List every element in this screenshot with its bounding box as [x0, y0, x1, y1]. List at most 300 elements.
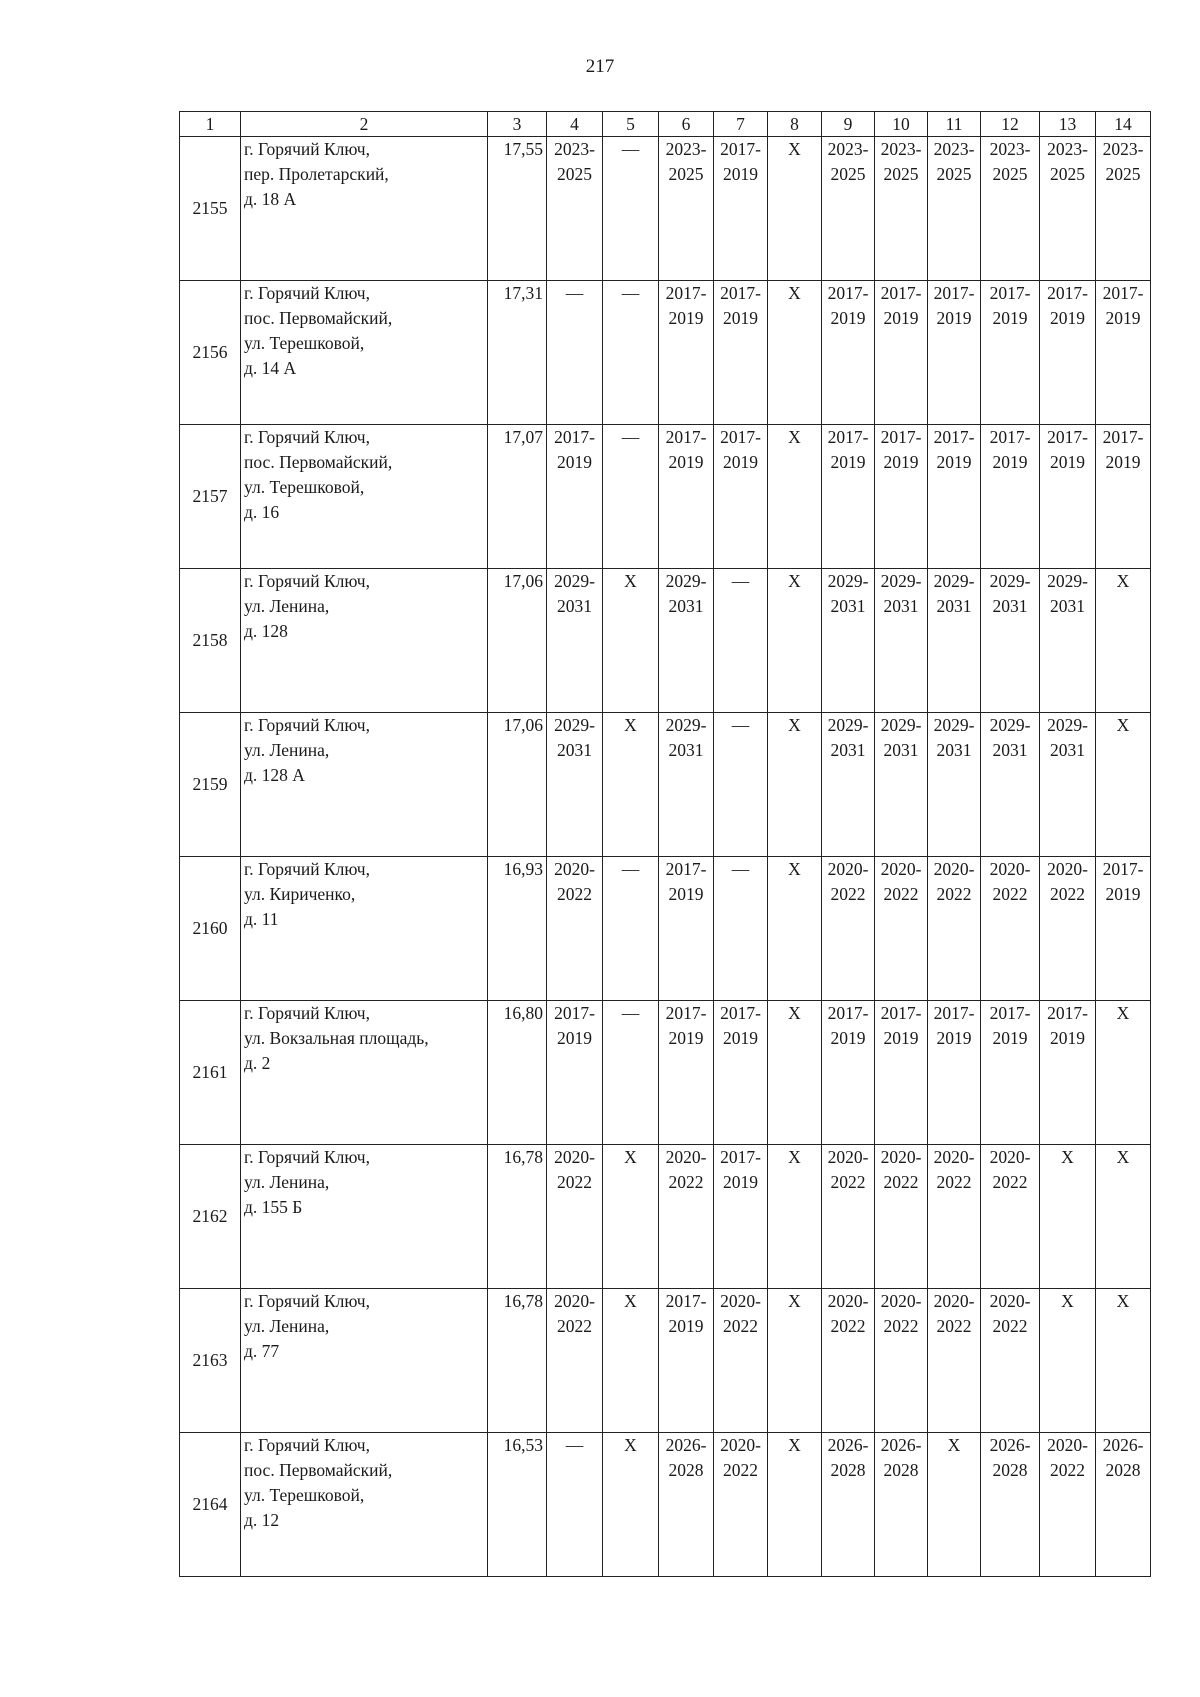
period-cell-col-4	[547, 1289, 603, 1433]
period-line: Х	[1116, 1147, 1130, 1167]
period-line: 2019	[992, 1028, 1028, 1048]
period-line: 2017-	[720, 283, 761, 303]
period-cell-col-8	[768, 1145, 822, 1289]
address-line: ул. Вокзальная площадь,	[244, 1028, 429, 1048]
period-line: 2022	[992, 1316, 1028, 1336]
row-number: 2156	[180, 281, 241, 425]
column-header-13: 13	[1040, 112, 1096, 137]
period-line: 2017-	[665, 1291, 707, 1311]
period-line: —	[731, 715, 750, 735]
period-line: 2025	[557, 164, 592, 184]
period-cell-col-8	[768, 569, 822, 713]
address-cell	[241, 1433, 488, 1577]
area-cell: 16,78	[488, 1289, 547, 1433]
column-header-11: 11	[928, 112, 981, 137]
period-cell-col-8	[768, 425, 822, 569]
period-line: Х	[1116, 1291, 1130, 1311]
period-line: Х	[1116, 715, 1130, 735]
table-row	[180, 713, 1151, 857]
period-line: —	[621, 1003, 640, 1023]
column-header-10: 10	[875, 112, 928, 137]
address-line: г. Горячий Ключ,	[244, 1147, 370, 1167]
period-line: 2020-	[827, 1147, 869, 1167]
period-line: 2022	[1050, 1460, 1085, 1480]
row-number: 2164	[180, 1433, 241, 1577]
period-line: 2031	[992, 740, 1028, 760]
period-line: 2019	[883, 308, 919, 328]
area-cell: 17,31	[488, 281, 547, 425]
address-cell	[241, 1145, 488, 1289]
period-line: 2029-	[665, 571, 707, 591]
period-cell-col-14	[1096, 1001, 1151, 1145]
address-line: д. 18 А	[244, 189, 297, 209]
period-line: —	[621, 283, 640, 303]
column-header-14: 14	[1096, 112, 1151, 137]
period-cell-col-8	[768, 713, 822, 857]
period-cell-col-13	[1040, 1433, 1096, 1577]
address-line: пос. Первомайский,	[244, 1460, 393, 1480]
period-cell-col-12	[981, 1433, 1040, 1577]
period-line: 2028	[992, 1460, 1028, 1480]
period-line: 2022	[936, 884, 972, 904]
period-line: 2022	[936, 1316, 972, 1336]
period-line: Х	[788, 859, 801, 879]
address-line: ул. Терешковой,	[244, 1485, 365, 1505]
period-cell-col-6	[659, 713, 714, 857]
period-cell-col-7	[714, 1001, 768, 1145]
period-line: 2022	[557, 1316, 592, 1336]
period-line: 2020-	[1047, 1435, 1088, 1455]
table-row	[180, 1289, 1151, 1433]
period-line: 2017-	[665, 283, 707, 303]
period-cell-col-4	[547, 857, 603, 1001]
period-cell-col-14	[1096, 857, 1151, 1001]
area-cell: 16,78	[488, 1145, 547, 1289]
period-cell-col-6	[659, 425, 714, 569]
period-cell-col-7	[714, 857, 768, 1001]
page-number: 217	[585, 56, 615, 77]
period-cell-col-11	[928, 137, 981, 281]
period-line: 2017-	[554, 427, 595, 447]
address-cell	[241, 1001, 488, 1145]
period-cell-col-10	[875, 713, 928, 857]
period-line: 2029-	[880, 571, 922, 591]
period-line: 2019	[557, 452, 592, 472]
period-cell-col-13	[1040, 281, 1096, 425]
period-cell-col-7	[714, 1289, 768, 1433]
period-line: 2023-	[1047, 139, 1088, 159]
address-cell	[241, 857, 488, 1001]
period-cell-col-8	[768, 281, 822, 425]
period-cell-col-13	[1040, 1145, 1096, 1289]
period-line: 2029-	[989, 571, 1031, 591]
address-line: ул. Ленина,	[244, 1172, 330, 1192]
period-cell-col-4	[547, 137, 603, 281]
area-cell: 16,93	[488, 857, 547, 1001]
period-line: 2019	[1050, 1028, 1085, 1048]
period-cell-col-9	[822, 1145, 875, 1289]
period-cell-col-4	[547, 713, 603, 857]
period-cell-col-9	[822, 1289, 875, 1433]
period-line: 2019	[668, 308, 704, 328]
period-line: —	[621, 427, 640, 447]
address-line: г. Горячий Ключ,	[244, 1291, 370, 1311]
period-cell-col-11	[928, 281, 981, 425]
period-line: 2017-	[1102, 427, 1144, 447]
period-line: 2020-	[720, 1291, 761, 1311]
address-line: г. Горячий Ключ,	[244, 571, 370, 591]
period-line: Х	[788, 1147, 801, 1167]
period-line: 2020-	[554, 859, 595, 879]
period-cell-col-10	[875, 137, 928, 281]
period-cell-col-4	[547, 1001, 603, 1145]
period-line: 2023-	[933, 139, 975, 159]
period-line: 2028	[668, 1460, 704, 1480]
period-line: 2017-	[880, 283, 922, 303]
row-number: 2157	[180, 425, 241, 569]
period-cell-col-13	[1040, 137, 1096, 281]
period-cell-col-14	[1096, 137, 1151, 281]
period-cell-col-10	[875, 569, 928, 713]
period-line: 2017-	[989, 283, 1031, 303]
period-line: Х	[1116, 571, 1130, 591]
address-line: г. Горячий Ключ,	[244, 283, 370, 303]
period-line: 2026-	[880, 1435, 922, 1455]
period-line: 2017-	[720, 427, 761, 447]
period-line: 2019	[723, 452, 758, 472]
period-line: 2019	[883, 452, 919, 472]
period-line: 2020-	[989, 1291, 1031, 1311]
period-cell-col-7	[714, 1145, 768, 1289]
column-header-7: 7	[714, 112, 768, 137]
period-line: 2019	[936, 1028, 972, 1048]
period-cell-col-4	[547, 569, 603, 713]
period-cell-col-8	[768, 1289, 822, 1433]
period-line: 2029-	[554, 715, 595, 735]
period-cell-col-14	[1096, 281, 1151, 425]
period-cell-col-12	[981, 281, 1040, 425]
period-cell-col-6	[659, 1433, 714, 1577]
period-line: 2029-	[1047, 715, 1088, 735]
period-cell-col-10	[875, 1433, 928, 1577]
period-cell-col-7	[714, 713, 768, 857]
period-line: Х	[624, 715, 637, 735]
period-cell-col-12	[981, 857, 1040, 1001]
period-line: 2020-	[827, 1291, 869, 1311]
address-cell	[241, 1289, 488, 1433]
period-line: 2025	[936, 164, 972, 184]
period-cell-col-5	[603, 281, 659, 425]
period-line: 2022	[936, 1172, 972, 1192]
period-line: 2022	[992, 1172, 1028, 1192]
period-line: 2019	[992, 452, 1028, 472]
period-line: 2031	[1050, 740, 1085, 760]
period-line: 2019	[557, 1028, 592, 1048]
period-line: 2025	[883, 164, 919, 184]
address-line: г. Горячий Ключ,	[244, 139, 370, 159]
period-line: 2020-	[989, 859, 1031, 879]
period-cell-col-13	[1040, 1289, 1096, 1433]
period-line: 2031	[992, 596, 1028, 616]
period-line: 2019	[1105, 452, 1141, 472]
period-cell-col-6	[659, 281, 714, 425]
area-cell: 17,06	[488, 569, 547, 713]
period-line: Х	[788, 139, 801, 159]
address-line: ул. Ленина,	[244, 596, 330, 616]
area-cell: 17,06	[488, 713, 547, 857]
period-line: 2017-	[554, 1003, 595, 1023]
row-number: 2160	[180, 857, 241, 1001]
period-line: 2029-	[665, 715, 707, 735]
period-line: 2031	[936, 596, 972, 616]
period-line: 2023-	[989, 139, 1031, 159]
period-line: 2022	[557, 1172, 592, 1192]
period-cell-col-12	[981, 569, 1040, 713]
period-line: 2029-	[933, 571, 975, 591]
table-row	[180, 569, 1151, 713]
period-line: 2017-	[720, 139, 761, 159]
period-line: 2017-	[1102, 859, 1144, 879]
period-line: Х	[788, 1291, 801, 1311]
period-cell-col-4	[547, 1145, 603, 1289]
area-cell: 16,53	[488, 1433, 547, 1577]
period-line: 2017-	[1047, 427, 1088, 447]
period-line: 2020-	[989, 1147, 1031, 1167]
period-line: 2022	[830, 1172, 866, 1192]
period-cell-col-11	[928, 569, 981, 713]
period-cell-col-5	[603, 425, 659, 569]
period-line: 2017-	[1102, 283, 1144, 303]
period-line: Х	[788, 283, 801, 303]
period-cell-col-10	[875, 857, 928, 1001]
period-line: 2019	[668, 884, 704, 904]
period-line: 2017-	[933, 427, 975, 447]
period-line: 2020-	[827, 859, 869, 879]
period-line: 2019	[723, 1172, 758, 1192]
period-cell-col-5	[603, 857, 659, 1001]
period-line: 2029-	[1047, 571, 1088, 591]
period-cell-col-11	[928, 1001, 981, 1145]
period-line: 2020-	[880, 859, 922, 879]
period-line: 2022	[723, 1316, 758, 1336]
period-cell-col-9	[822, 713, 875, 857]
period-cell-col-14	[1096, 425, 1151, 569]
period-line: 2019	[830, 308, 866, 328]
period-line: Х	[947, 1435, 961, 1455]
period-cell-col-13	[1040, 425, 1096, 569]
period-line: Х	[624, 571, 637, 591]
period-line: 2026-	[827, 1435, 869, 1455]
period-cell-col-10	[875, 425, 928, 569]
period-line: 2019	[830, 452, 866, 472]
table-header	[180, 112, 1151, 137]
period-line: 2017-	[1047, 1003, 1088, 1023]
period-cell-col-6	[659, 1145, 714, 1289]
period-line: —	[565, 1435, 584, 1455]
period-line: 2017-	[1047, 283, 1088, 303]
period-line: 2020-	[880, 1147, 922, 1167]
period-line: 2025	[1050, 164, 1085, 184]
period-cell-col-9	[822, 137, 875, 281]
period-line: Х	[624, 1147, 637, 1167]
period-cell-col-14	[1096, 569, 1151, 713]
period-line: 2022	[668, 1172, 704, 1192]
address-line: ул. Кириченко,	[244, 884, 356, 904]
period-line: 2017-	[665, 1003, 707, 1023]
period-line: 2020-	[554, 1147, 595, 1167]
period-cell-col-13	[1040, 857, 1096, 1001]
address-line: д. 14 А	[244, 358, 297, 378]
period-cell-col-11	[928, 713, 981, 857]
period-cell-col-4	[547, 281, 603, 425]
address-line: г. Горячий Ключ,	[244, 715, 370, 735]
period-line: 2017-	[665, 859, 707, 879]
period-cell-col-8	[768, 1001, 822, 1145]
period-cell-col-13	[1040, 569, 1096, 713]
period-cell-col-13	[1040, 1001, 1096, 1145]
address-cell	[241, 137, 488, 281]
period-line: 2017-	[933, 283, 975, 303]
period-line: 2025	[668, 164, 704, 184]
period-line: 2028	[1105, 1460, 1141, 1480]
address-line: д. 128 А	[244, 765, 305, 785]
period-cell-col-11	[928, 1145, 981, 1289]
period-line: 2031	[557, 740, 592, 760]
address-line: ул. Ленина,	[244, 1316, 330, 1336]
period-line: Х	[788, 427, 801, 447]
period-cell-col-11	[928, 1433, 981, 1577]
period-cell-col-7	[714, 137, 768, 281]
period-line: 2019	[1105, 308, 1141, 328]
address-line: д. 155 Б	[244, 1197, 303, 1217]
address-line: пос. Первомайский,	[244, 452, 393, 472]
period-line: 2022	[723, 1460, 758, 1480]
address-cell	[241, 281, 488, 425]
period-line: —	[621, 859, 640, 879]
period-line: 2031	[1050, 596, 1085, 616]
period-cell-col-4	[547, 1433, 603, 1577]
period-line: 2017-	[720, 1003, 761, 1023]
period-cell-col-14	[1096, 713, 1151, 857]
period-line: 2031	[883, 740, 919, 760]
address-line: г. Горячий Ключ,	[244, 859, 370, 879]
period-cell-col-7	[714, 569, 768, 713]
period-cell-col-7	[714, 281, 768, 425]
period-line: 2022	[830, 1316, 866, 1336]
period-line: 2025	[992, 164, 1028, 184]
column-header-3: 3	[488, 112, 547, 137]
column-header-6: 6	[659, 112, 714, 137]
period-line: 2026-	[989, 1435, 1031, 1455]
period-line: 2020-	[933, 859, 975, 879]
period-cell-col-12	[981, 1001, 1040, 1145]
period-line: 2022	[557, 884, 592, 904]
period-cell-col-6	[659, 857, 714, 1001]
period-line: 2029-	[933, 715, 975, 735]
period-line: 2022	[830, 884, 866, 904]
period-cell-col-6	[659, 1001, 714, 1145]
period-line: 2025	[1105, 164, 1141, 184]
table-row	[180, 857, 1151, 1001]
period-line: 2022	[883, 1316, 919, 1336]
column-header-9: 9	[822, 112, 875, 137]
period-line: 2020-	[880, 1291, 922, 1311]
address-cell	[241, 569, 488, 713]
period-line: 2019	[723, 164, 758, 184]
period-cell-col-14	[1096, 1145, 1151, 1289]
period-line: 2019	[936, 452, 972, 472]
period-line: Х	[788, 715, 801, 735]
address-line: г. Горячий Ключ,	[244, 1003, 370, 1023]
area-cell: 17,55	[488, 137, 547, 281]
period-cell-col-9	[822, 569, 875, 713]
period-cell-col-6	[659, 137, 714, 281]
period-line: 2029-	[827, 571, 869, 591]
period-line: 2031	[936, 740, 972, 760]
period-cell-col-5	[603, 1433, 659, 1577]
period-line: 2019	[723, 308, 758, 328]
period-line: 2020-	[665, 1147, 707, 1167]
period-line: Х	[788, 1435, 801, 1455]
period-line: 2022	[992, 884, 1028, 904]
period-line: 2017-	[989, 1003, 1031, 1023]
table-row	[180, 1433, 1151, 1577]
period-line: —	[621, 139, 640, 159]
column-header-4: 4	[547, 112, 603, 137]
period-line: 2026-	[665, 1435, 707, 1455]
header-row	[180, 112, 1151, 137]
period-line: 2017-	[880, 1003, 922, 1023]
column-header-8: 8	[768, 112, 822, 137]
period-line: 2031	[883, 596, 919, 616]
period-line: 2019	[992, 308, 1028, 328]
table-body	[180, 137, 1151, 1577]
period-line: 2019	[668, 1316, 704, 1336]
period-cell-col-9	[822, 281, 875, 425]
period-line: 2028	[883, 1460, 919, 1480]
period-cell-col-12	[981, 713, 1040, 857]
period-cell-col-4	[547, 425, 603, 569]
period-line: 2029-	[827, 715, 869, 735]
period-line: 2019	[1050, 452, 1085, 472]
register-table	[179, 111, 1151, 1577]
period-cell-col-12	[981, 137, 1040, 281]
period-line: 2020-	[1047, 859, 1088, 879]
period-line: Х	[1116, 1003, 1130, 1023]
row-number: 2163	[180, 1289, 241, 1433]
period-line: 2028	[830, 1460, 866, 1480]
address-line: пос. Первомайский,	[244, 308, 393, 328]
period-cell-col-5	[603, 1289, 659, 1433]
period-line: 2019	[1105, 884, 1141, 904]
period-cell-col-5	[603, 1001, 659, 1145]
address-cell	[241, 713, 488, 857]
address-line: д. 77	[244, 1341, 280, 1361]
period-cell-col-5	[603, 1145, 659, 1289]
period-cell-col-13	[1040, 713, 1096, 857]
address-line: г. Горячий Ключ,	[244, 1435, 370, 1455]
address-line: пер. Пролетарский,	[244, 164, 389, 184]
period-cell-col-8	[768, 1433, 822, 1577]
period-cell-col-6	[659, 569, 714, 713]
row-number: 2159	[180, 713, 241, 857]
period-line: 2017-	[827, 283, 869, 303]
period-cell-col-10	[875, 1001, 928, 1145]
period-line: 2019	[723, 1028, 758, 1048]
area-cell: 17,07	[488, 425, 547, 569]
period-line: 2017-	[933, 1003, 975, 1023]
period-line: 2031	[668, 740, 704, 760]
